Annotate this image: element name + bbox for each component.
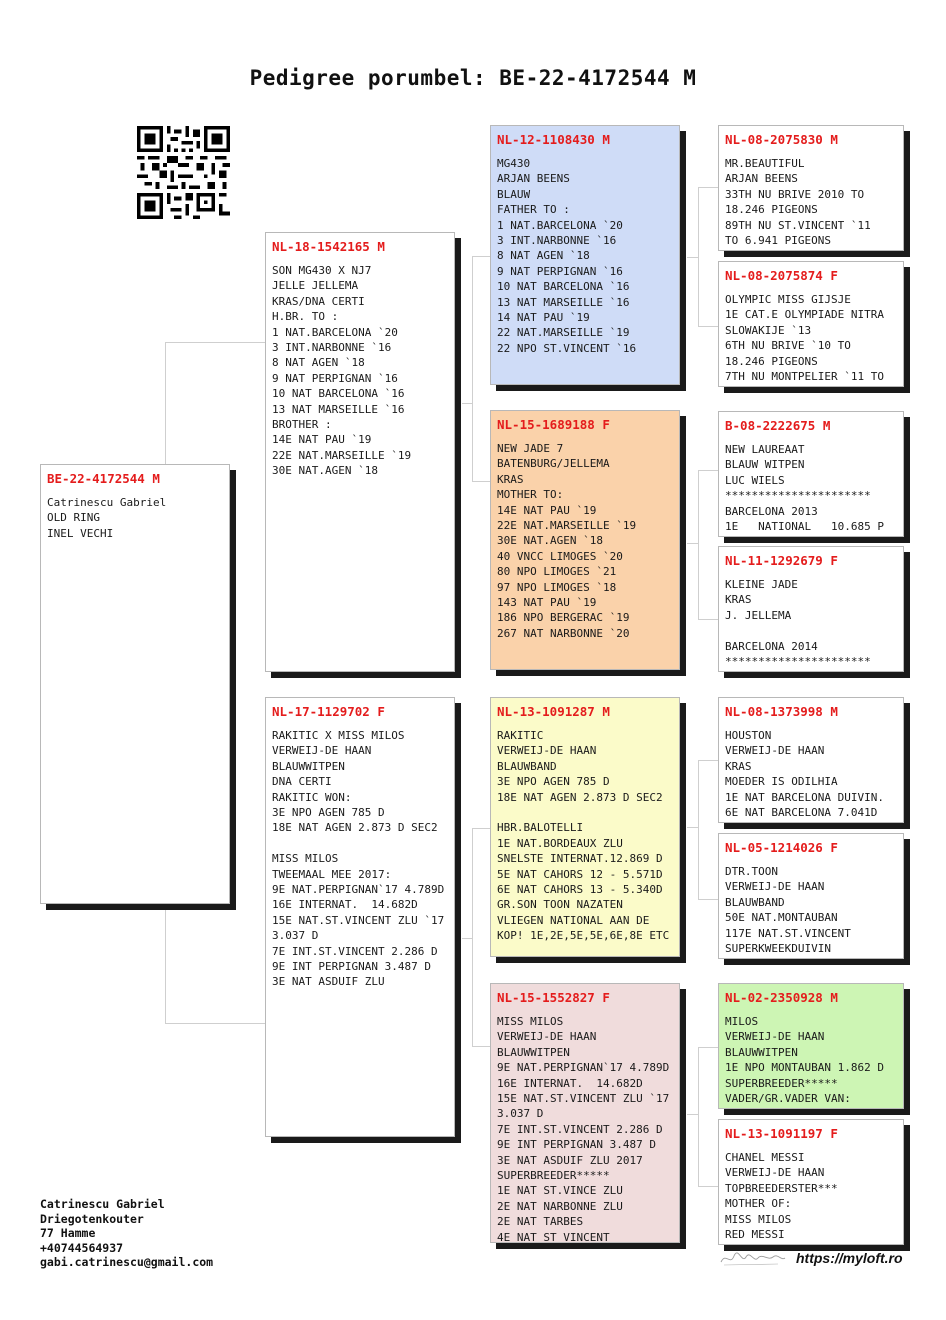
connector-line <box>698 619 718 620</box>
info-line: 40 VNCC LIMOGES `20 <box>497 549 623 563</box>
info-line: BARCELONA 2013 <box>725 504 818 518</box>
pigeon-info <box>497 1014 673 1243</box>
info-line: J. JELLEMA <box>725 608 792 622</box>
info-line: VERWEIJ-DE HAAN <box>725 880 825 894</box>
connector-line <box>472 828 490 829</box>
info-line: KRAS/DNA CERTI <box>272 294 365 308</box>
info-line: SUPERBREEDER***** <box>497 1169 610 1183</box>
connector-line <box>698 1047 699 1187</box>
owner-phone: +40744564937 <box>40 1240 124 1255</box>
info-line: 18E NAT AGEN 2.873 D SEC2 <box>272 821 438 835</box>
info-line: 13 NAT MARSEILLE `16 <box>497 295 630 309</box>
info-line: H.BR. TO : <box>272 310 339 324</box>
info-line: ARJAN BEENS <box>725 172 798 186</box>
info-line: BLAUW WITPEN <box>725 458 805 472</box>
info-line: MISS MILOS <box>497 1015 564 1028</box>
info-line: 15E NAT.ST.VINCENT ZLU `17 <box>497 1092 670 1106</box>
info-line: 143 NAT PAU `19 <box>497 596 597 610</box>
connector-line <box>462 938 473 939</box>
info-line: TO 6.941 PIGEONS <box>725 234 831 248</box>
info-line: HOUSTON <box>725 729 772 742</box>
pigeon-card-ggp <box>718 983 904 1109</box>
info-line: OLD RING <box>47 511 100 525</box>
info-line: 3E NAT ASDUIF ZLU <box>272 975 385 989</box>
info-line: 3E NPO AGEN 785 D <box>497 775 610 789</box>
pigeon-info <box>725 864 897 956</box>
pigeon-info <box>725 156 897 248</box>
pigeon-info <box>725 442 897 534</box>
info-line: 97 NPO LIMOGES `18 <box>497 580 617 594</box>
info-line: Catrinescu Gabriel <box>47 496 167 509</box>
ring-number: NL-17-1129702 F <box>272 704 385 719</box>
info-line: SON MG430 X NJ7 <box>272 264 372 277</box>
pigeon-card-dam-dam <box>490 983 680 1243</box>
info-line: FATHER TO : <box>497 203 570 217</box>
info-line: 1 NAT.BARCELONA `20 <box>497 218 623 232</box>
info-line: VADER/GR.VADER VAN: <box>725 1092 851 1106</box>
info-line: 6TH NU BRIVE `10 TO <box>725 339 851 353</box>
info-line: 80 NPO LIMOGES `21 <box>497 565 617 579</box>
info-line: BLAUWWITPEN <box>497 1045 570 1059</box>
pigeon-card-sire-sire <box>490 125 680 385</box>
info-line: 14 NAT PAU `19 <box>497 311 590 325</box>
owner-street: Driegotenkouter <box>40 1211 144 1226</box>
ring-number: NL-13-1091197 F <box>725 1126 838 1141</box>
info-line: 5E NAT CAHORS 12 - 5.571D <box>497 867 663 881</box>
connector-line <box>472 256 490 257</box>
info-line: SLOWAKIJE `13 <box>725 323 812 337</box>
pigeon-card-subject <box>40 464 230 904</box>
info-line: MOTHER OF: <box>725 1197 792 1211</box>
info-line: NEW LAUREAAT <box>725 443 805 456</box>
pigeon-card-ggp <box>718 125 904 251</box>
info-line: 3.037 D <box>272 929 319 943</box>
info-line: OLYMPIC MISS GIJSJE <box>725 293 851 306</box>
info-line: 30E NAT.AGEN `18 <box>272 464 378 478</box>
pigeon-card-ggp <box>718 546 904 672</box>
info-line: 10 NAT BARCELONA `16 <box>272 387 405 401</box>
info-line: 3E NPO AGEN 785 D <box>272 806 385 820</box>
connector-line <box>687 827 699 828</box>
info-line: 2E NAT TARBES <box>497 1215 584 1229</box>
pigeon-card-ggp <box>718 411 904 537</box>
info-line: LUC WIELS <box>725 473 785 487</box>
info-line: 1 NAT.BARCELONA `20 <box>272 325 398 339</box>
pigeon-card-sire-dam <box>490 410 680 670</box>
info-line: 14E NAT PAU `19 <box>272 433 372 447</box>
info-line: 15E NAT.ST.VINCENT ZLU `17 <box>272 913 445 927</box>
info-line <box>497 805 673 820</box>
info-line: KRAS <box>497 472 524 486</box>
connector-line <box>698 899 718 900</box>
info-line: VERWEIJ-DE HAAN <box>725 744 825 758</box>
info-line: 267 NAT NARBONNE `20 <box>497 626 630 640</box>
info-line: KLEINE JADE <box>725 578 798 591</box>
info-line: JELLE JELLEMA <box>272 279 359 293</box>
info-line: MISS MILOS <box>272 852 339 866</box>
pigeon-card-dam-sire <box>490 697 680 957</box>
info-line: SNELSTE INTERNAT.12.869 D <box>497 852 663 866</box>
info-line: NEW JADE 7 <box>497 442 564 455</box>
info-line: DTR.TOON <box>725 865 778 878</box>
pigeon-info <box>47 495 223 541</box>
qr-code-icon <box>137 126 230 219</box>
info-line: SUPERBREEDER***** <box>725 1076 838 1090</box>
pigeon-card-sire <box>265 232 455 672</box>
pigeon-info <box>725 577 897 669</box>
info-line: 50E NAT.MONTAUBAN <box>725 911 838 925</box>
info-line: VERWEIJ-DE HAAN <box>272 744 372 758</box>
info-line: RED MESSI <box>725 1228 785 1242</box>
connector-line <box>472 256 473 482</box>
website-link[interactable]: https://myloft.ro <box>796 1250 903 1266</box>
ring-number: NL-13-1091287 M <box>497 704 610 719</box>
info-line: 10 NAT BARCELONA `16 <box>497 280 630 294</box>
info-line: DNA CERTI <box>272 775 332 789</box>
connector-line <box>698 760 699 900</box>
info-line: 4E NAT ST VINCENT <box>497 1230 610 1243</box>
ring-number: NL-08-2075830 M <box>725 132 838 147</box>
info-line: 1E NATIONAL 10.685 P <box>725 520 884 534</box>
info-line: RAKITIC <box>497 729 544 742</box>
info-line: 9 NAT PERPIGNAN `16 <box>497 264 623 278</box>
info-line: BATENBURG/JELLEMA <box>497 457 610 471</box>
info-line: BLAUWWITPEN <box>725 1045 798 1059</box>
info-line: 1E NAT ST.VINCE ZLU <box>497 1184 623 1198</box>
ring-number: NL-18-1542165 M <box>272 239 385 254</box>
info-line: KRAS <box>725 759 752 773</box>
connector-line <box>687 543 699 544</box>
info-line: 3E NAT ASDUIF ZLU 2017 <box>497 1153 643 1167</box>
info-line: BLAUWBAND <box>497 759 557 773</box>
connector-line <box>687 257 699 258</box>
info-line: VERWEIJ-DE HAAN <box>725 1030 825 1044</box>
info-line: 16E INTERNAT. 14.682D <box>272 898 418 912</box>
info-line: SUPERKWEEKDUIVIN <box>725 942 831 956</box>
info-line: GR.SON TOON NAZATEN <box>497 898 623 912</box>
info-line: VERWEIJ-DE HAAN <box>725 1166 825 1180</box>
info-line: 9E NAT.PERPIGNAN`17 4.789D <box>497 1061 670 1075</box>
connector-line <box>698 470 718 471</box>
info-line: 7E INT.ST.VINCENT 2.286 D <box>272 944 438 958</box>
info-line: KRAS <box>725 593 752 607</box>
info-line: 8 NAT AGEN `18 <box>497 249 590 263</box>
pigeon-card-dam <box>265 697 455 1137</box>
info-line: VERWEIJ-DE HAAN <box>497 744 597 758</box>
connector-line <box>698 470 699 620</box>
info-line: HBR.BALOTELLI <box>497 821 584 835</box>
info-line: 1E CAT.E OLYMPIADE NITRA <box>725 308 884 322</box>
info-line: RAKITIC X MISS MILOS <box>272 729 405 742</box>
info-line: VERWEIJ-DE HAAN <box>497 1030 597 1044</box>
info-line: 9E NAT.PERPIGNAN`17 4.789D <box>272 883 445 897</box>
owner-name: Catrinescu Gabriel <box>40 1197 165 1211</box>
ring-number: NL-15-1689188 F <box>497 417 610 432</box>
info-line: MOEDER IS ODILHIA <box>725 775 838 789</box>
connector-line <box>698 1047 718 1048</box>
info-line: 8 NAT AGEN `18 <box>272 356 365 370</box>
pigeon-info <box>272 263 448 479</box>
owner-contact <box>40 1197 213 1270</box>
connector-line <box>687 1114 699 1115</box>
pigeon-info <box>272 728 448 990</box>
info-line: 22E NAT.MARSEILLE `19 <box>497 519 637 533</box>
info-line: 89TH NU ST.VINCENT `11 <box>725 218 871 232</box>
pigeon-info <box>497 728 673 944</box>
owner-city: 77 Hamme <box>40 1226 96 1240</box>
info-line: BARCELONA 2014 <box>725 639 818 653</box>
info-line: 3.037 D <box>497 1107 544 1121</box>
pigeon-info <box>497 156 673 356</box>
pigeon-info <box>725 1014 897 1106</box>
info-line: MOTHER TO: <box>497 488 564 502</box>
info-line: 30E NAT.AGEN `18 <box>497 534 603 548</box>
connector-line <box>698 760 718 761</box>
info-line: 3 INT.NARBONNE `16 <box>272 341 392 355</box>
info-line: 6E NAT BARCELONA 7.041D <box>725 806 878 820</box>
info-line: RAKITIC WON: <box>272 790 352 804</box>
info-line: 3 INT.NARBONNE `16 <box>497 234 617 248</box>
info-line: KOP! 1E,2E,5E,5E,6E,8E ETC <box>497 929 670 943</box>
signature-logo <box>718 1248 788 1268</box>
page-title: Pedigree porumbel: BE-22-4172544 M <box>249 66 697 90</box>
info-line: 1E NPO MONTAUBAN 1.862 D <box>725 1061 884 1075</box>
info-line: 18E NAT AGEN 2.873 D SEC2 <box>497 790 663 804</box>
info-line: 9 NAT PERPIGNAN `16 <box>272 371 398 385</box>
connector-line <box>472 1046 490 1047</box>
ring-number: NL-11-1292679 F <box>725 553 838 568</box>
info-line: TOPBREEDERSTER*** <box>725 1181 838 1195</box>
connector-line <box>698 326 718 327</box>
info-line: 9E INT PERPIGNAN 3.487 D <box>272 960 431 974</box>
info-line: 18.246 PIGEONS <box>725 354 818 368</box>
info-line: 22 NAT.MARSEILLE `19 <box>497 326 630 340</box>
pigeon-card-ggp <box>718 1119 904 1245</box>
pigeon-info <box>725 292 897 384</box>
info-line: MILOS <box>725 1015 759 1028</box>
info-line: 18.246 PIGEONS <box>725 203 818 217</box>
info-line: 7TH NU MONTPELIER `11 TO <box>725 370 884 384</box>
ring-number: BE-22-4172544 M <box>47 471 160 486</box>
pigeon-card-ggp <box>718 833 904 959</box>
info-line: BLAUW <box>497 187 531 201</box>
info-line: 16E INTERNAT. 14.682D <box>497 1076 643 1090</box>
info-line: 22 NPO ST.VINCENT `16 <box>497 341 637 355</box>
info-line: 22E NAT.MARSEILLE `19 <box>272 448 412 462</box>
info-line: ********************** <box>725 489 871 503</box>
info-line: 186 NPO BERGERAC `19 <box>497 611 630 625</box>
connector-line <box>165 342 265 343</box>
info-line: 1E NAT.BORDEAUX ZLU <box>497 836 623 850</box>
info-line: 117E NAT.ST.VINCENT <box>725 926 851 940</box>
connector-line <box>472 481 490 482</box>
pigeon-info <box>725 1150 897 1242</box>
info-line: BLAUWWITPEN <box>272 759 345 773</box>
info-line: 14E NAT PAU `19 <box>497 503 597 517</box>
owner-email[interactable]: gabi.catrinescu@gmail.com <box>40 1255 214 1269</box>
connector-line <box>462 403 473 404</box>
connector-line <box>698 1186 718 1187</box>
info-line: 6E NAT CAHORS 13 - 5.340D <box>497 883 663 897</box>
ring-number: NL-08-2075874 F <box>725 268 838 283</box>
info-line: BLAUWBAND <box>725 895 785 909</box>
ring-number: NL-12-1108430 M <box>497 132 610 147</box>
ring-number: NL-02-2350928 M <box>725 990 838 1005</box>
info-line: 2E NAT NARBONNE ZLU <box>497 1199 623 1213</box>
info-line: ********************** <box>725 655 871 669</box>
connector-line <box>165 1023 265 1024</box>
info-line: INEL VECHI <box>47 526 114 540</box>
pigeon-info <box>497 441 673 641</box>
info-line <box>725 623 897 638</box>
ring-number: NL-05-1214026 F <box>725 840 838 855</box>
info-line: 33TH NU BRIVE 2010 TO <box>725 187 865 201</box>
pigeon-card-ggp <box>718 697 904 823</box>
pigeon-info <box>725 728 897 820</box>
connector-line <box>698 187 718 188</box>
info-line: BROTHER : <box>272 418 332 432</box>
info-line: MISS MILOS <box>725 1212 792 1226</box>
info-line: VLIEGEN NATIONAL AAN DE <box>497 913 650 927</box>
info-line: ARJAN BEENS <box>497 172 570 186</box>
info-line <box>272 836 448 851</box>
pigeon-card-ggp <box>718 261 904 387</box>
ring-number: B-08-2222675 M <box>725 418 831 433</box>
info-line: TWEEMAAL MEE 2017: <box>272 867 392 881</box>
info-line: 1E NAT BARCELONA DUIVIN. <box>725 790 884 804</box>
info-line: 13 NAT MARSEILLE `16 <box>272 402 405 416</box>
ring-number: NL-15-1552827 F <box>497 990 610 1005</box>
info-line: MG430 <box>497 157 531 170</box>
ring-number: NL-08-1373998 M <box>725 704 838 719</box>
info-line: MR.BEAUTIFUL <box>725 157 805 170</box>
info-line: 7E INT.ST.VINCENT 2.286 D <box>497 1122 663 1136</box>
info-line: 9E INT PERPIGNAN 3.487 D <box>497 1138 656 1152</box>
info-line: CHANEL MESSI <box>725 1151 805 1164</box>
